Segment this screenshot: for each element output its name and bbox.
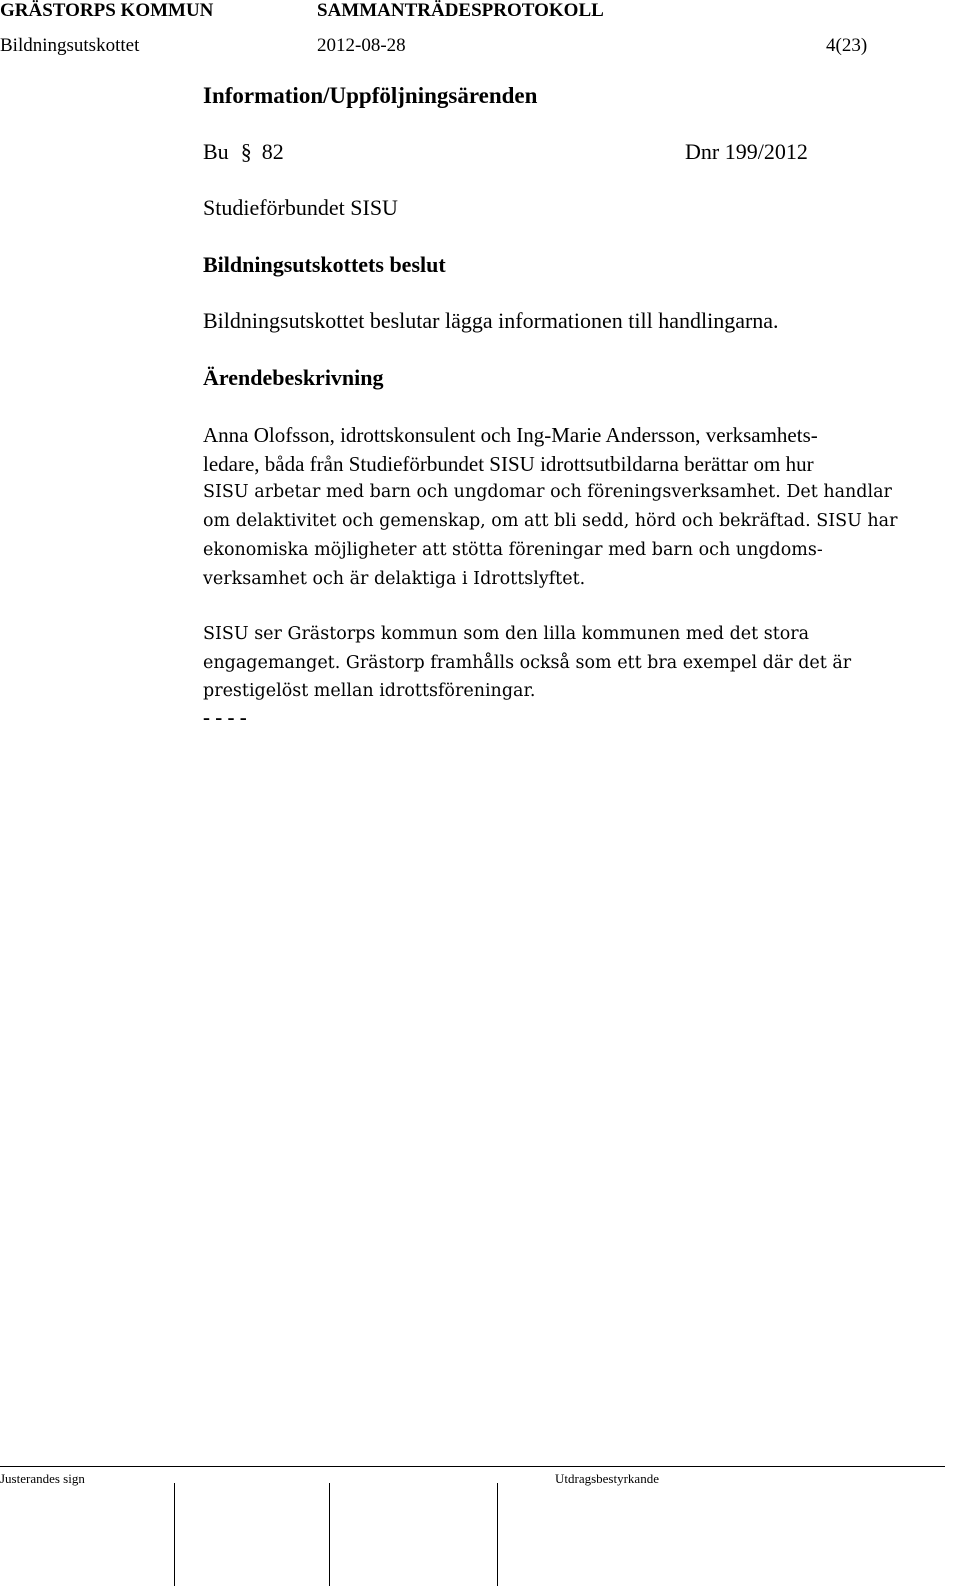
- description-heading: Ärendebeskrivning: [203, 365, 384, 390]
- decision-text: Bildningsutskottet beslutar lägga informationen till handlingarna.: [203, 308, 779, 333]
- text-line: Anna Olofsson, idrottskonsulent och Ing-Marie Andersson, verksamhets-: [203, 423, 818, 447]
- municipality-name: GRÄSTORPS KOMMUN: [0, 0, 214, 21]
- footer-divider: [0, 1466, 945, 1467]
- description-paragraph-1: [203, 421, 897, 593]
- decision-heading: Bildningsutskottets beslut: [203, 252, 446, 277]
- text-line: SISU arbetar med barn och ungdomar och föreningsverksamhet. Det handlar: [203, 482, 892, 503]
- paragraph-prefix: Bu: [203, 139, 229, 164]
- end-mark: - - - -: [203, 705, 247, 729]
- meeting-date: 2012-08-28: [317, 35, 406, 56]
- text-line: om delaktivitet och gemenskap, om att bli sedd, hörd och bekräftad. SISU har: [203, 511, 898, 532]
- text-line: ekonomiska möjligheter att stötta föreningar med barn och ungdoms-: [203, 539, 823, 560]
- diary-number: Dnr 199/2012: [685, 139, 808, 164]
- text-line: SISU ser Grästorps kommun som den lilla kommunen med det stora: [203, 624, 810, 644]
- text-line: engagemanget. Grästorp framhålls också som ett bra exempel där det är: [203, 652, 852, 673]
- paragraph-number: 82: [261, 139, 284, 164]
- text-line: verksamhet och är delaktiga i Idrottslyftet.: [203, 568, 586, 589]
- text-line: ledare, båda från Studieförbundet SISU idrottsutbildarna berättar om hur: [203, 451, 814, 476]
- paragraph-reference: [203, 139, 284, 165]
- section-symbol: §: [240, 139, 252, 164]
- page-number: 4(23): [826, 35, 868, 56]
- committee-name: Bildningsutskottet: [0, 35, 140, 56]
- document-type: SAMMANTRÄDESPROTOKOLL: [317, 0, 604, 21]
- certification-label: Utdragsbestyrkande: [555, 1471, 659, 1486]
- description-paragraph-2: [203, 620, 851, 706]
- signers-label: Justerandes sign: [0, 1471, 85, 1486]
- signature-box-divider: [497, 1483, 498, 1586]
- section-title: Information/Uppföljningsärenden: [203, 83, 538, 108]
- text-line: prestigelöst mellan idrottsföreningar.: [203, 681, 536, 702]
- signature-box-divider: [174, 1483, 175, 1586]
- subject-title: Studieförbundet SISU: [203, 195, 398, 220]
- signature-box-divider: [329, 1483, 330, 1586]
